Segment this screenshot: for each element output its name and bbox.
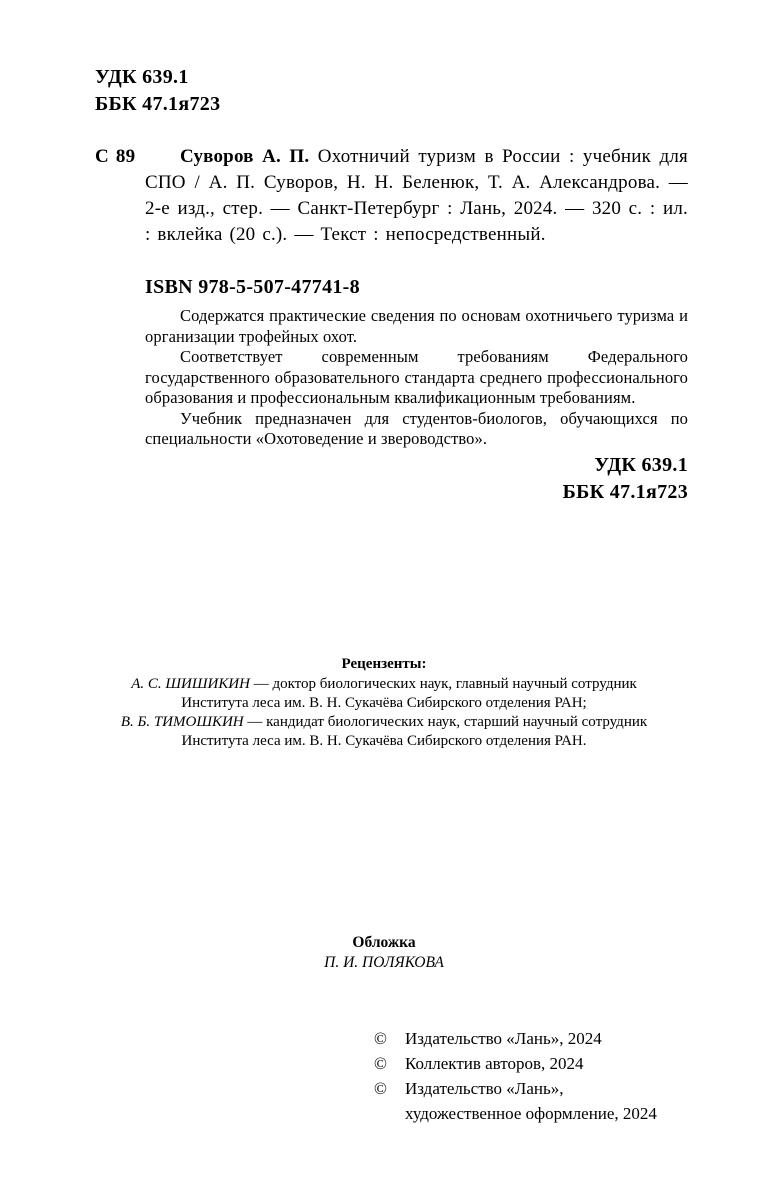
- classification-codes-bottom: [563, 452, 688, 506]
- copyright-text: Коллектив авторов, 2024: [405, 1054, 584, 1073]
- catalog-code: С 89: [95, 146, 136, 167]
- reviewer-entry-1: [104, 675, 664, 713]
- cover-credit: [0, 933, 768, 973]
- annotation-paragraph-2: Соответствует современным требованиям Федерального государственного образовательного стандарта среднего профессионального образования и профессиональным квалификационным требованиям.: [145, 347, 688, 407]
- bib-description: Охотничий туризм в России : учебник для СПО / А. П. Суворов, Н. Н. Беленюк, Т. А. Александрова. — 2-е изд., стер. — Санкт-Петербург : Лань, 2024. — 320 с. : ил. : вклейка (20 с.). — Текст : непосредственный.: [145, 146, 688, 245]
- copyright-block: [374, 1026, 657, 1126]
- udk-code-top: УДК 639.1: [95, 66, 189, 88]
- copyright-line: [374, 1076, 657, 1126]
- copyright-text-line2: художественное оформление, 2024: [405, 1104, 657, 1123]
- annotation-paragraph-3: Учебник предназначен для студентов-биологов, обучающихся по специальности «Охотоведение и звероводство».: [145, 408, 688, 448]
- classification-codes-top: [95, 64, 220, 118]
- udk-code-bottom: УДК 639.1: [594, 454, 688, 476]
- copyright-line: [374, 1051, 657, 1076]
- copyright-text: Издательство «Лань», 2024: [405, 1029, 602, 1048]
- cover-designer-name: П. И. ПОЛЯКОВА: [324, 954, 444, 971]
- reviewers-block: [104, 655, 664, 751]
- reviewers-title: Рецензенты:: [341, 656, 427, 672]
- reviewer-entry-2: [104, 713, 664, 751]
- copyright-symbol: ©: [374, 1054, 387, 1073]
- bbk-code-bottom: ББК 47.1я723: [562, 481, 688, 503]
- annotation-block: [145, 306, 688, 450]
- copyright-symbol: ©: [374, 1079, 387, 1098]
- copyright-text-line1: Издательство «Лань»,: [405, 1079, 564, 1098]
- isbn-number: ISBN 978-5-507-47741-8: [145, 276, 360, 298]
- copyright-line: [374, 1026, 657, 1051]
- bibliographic-entry: [95, 144, 688, 248]
- copyright-symbol: ©: [374, 1029, 387, 1048]
- annotation-paragraph-1: Содержатся практические сведения по основам охотничьего туризма и организации трофейных охот.: [145, 306, 688, 346]
- reviewer-1-name: А. С. ШИШИКИН: [131, 676, 250, 692]
- bib-author: Суворов А. П.: [180, 146, 310, 167]
- reviewer-1-description: — доктор биологических наук, главный научный сотрудник Института леса им. В. Н. Сукачёва Сибирского отделения РАН;: [181, 676, 637, 711]
- cover-label: Обложка: [352, 934, 416, 951]
- bbk-code-top: ББК 47.1я723: [95, 93, 221, 115]
- reviewer-2-name: В. Б. ТИМОШКИН: [120, 714, 244, 730]
- copyright-text: [405, 1076, 657, 1126]
- reviewer-2-description: — кандидат биологических наук, старший научный сотрудник Института леса им. В. Н. Сукачёва Сибирского отделения РАН.: [181, 714, 648, 749]
